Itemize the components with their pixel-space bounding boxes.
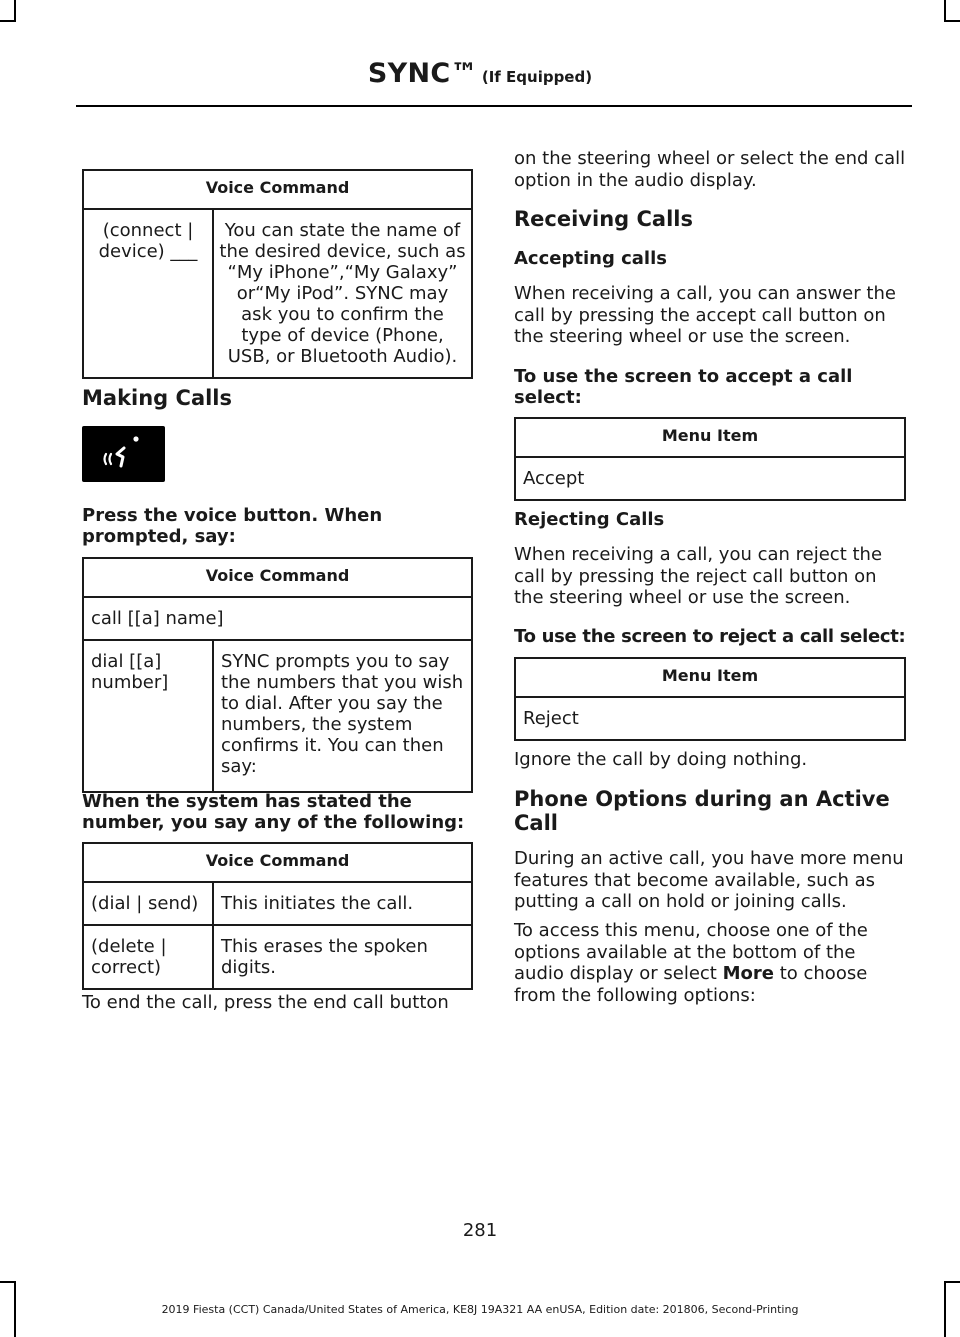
active-call-body: During an active call, you have more menu features that become available, such as putting a call on hold or joining calls. xyxy=(514,848,904,912)
table-row xyxy=(83,925,472,989)
access-menu-text-end: to choose from the following options: xyxy=(514,963,868,1006)
page-number: 281 xyxy=(462,1220,498,1241)
accepting-calls-body: When receiving a call, you can answer the call by pressing the accept call button on the steering wheel or use the screen. xyxy=(514,283,896,347)
page-header xyxy=(0,58,960,89)
command-cell: call [[a] name] xyxy=(83,597,472,640)
description-cell: This erases the spoken digits. xyxy=(213,925,472,989)
crop-mark xyxy=(0,1281,16,1283)
access-menu-text-start: To access this menu, choose one of the options available at the bottom of the audio display or select xyxy=(514,920,868,984)
header-subtitle: (If Equipped) xyxy=(481,68,593,86)
command-cell: (delete | correct) xyxy=(83,925,213,989)
table-header: Menu Item xyxy=(515,658,905,697)
voice-button-instruction: Press the voice button. When prompted, say: xyxy=(82,505,383,547)
crop-mark xyxy=(944,20,960,22)
description-cell: You can state the name of the desired device, such as “My iPhone”,“My Galaxy” or“My iPod”. SYNC may ask you to confirm the type of device (Phone, USB, or Bluetooth Audio). xyxy=(213,209,472,378)
table-row xyxy=(83,209,472,378)
table-row xyxy=(515,697,905,740)
stated-number-instruction: When the system has stated the number, you say any of the following: xyxy=(82,791,465,833)
dial-command-table xyxy=(82,842,473,990)
command-cell: dial [[a] number] xyxy=(83,640,213,792)
active-call-heading: Phone Options during an Active Call xyxy=(514,787,890,835)
rejecting-calls-heading: Rejecting Calls xyxy=(514,509,665,530)
accept-menu-table xyxy=(514,417,906,501)
table-header: Voice Command xyxy=(83,558,472,597)
table-header: Voice Command xyxy=(83,843,472,882)
more-option-label: More xyxy=(722,963,774,984)
description-cell: This initiates the call. xyxy=(213,882,472,925)
ignore-call-text: Ignore the call by doing nothing. xyxy=(514,749,808,770)
accept-screen-instruction: To use the screen to accept a call select: xyxy=(514,366,853,408)
making-calls-heading: Making Calls xyxy=(82,386,233,410)
table-row xyxy=(83,882,472,925)
reject-menu-table xyxy=(514,657,906,741)
receiving-calls-heading: Receiving Calls xyxy=(514,207,693,231)
header-rule xyxy=(76,105,912,107)
footer-edition-text: 2019 Fiesta (CCT) Canada/United States of America, KE8J 19A321 AA enUSA, Edition date: 201806, Second-Printing xyxy=(161,1303,799,1316)
table-row xyxy=(515,457,905,500)
crop-mark xyxy=(944,0,946,22)
crop-mark xyxy=(0,20,16,22)
table-header: Menu Item xyxy=(515,418,905,457)
end-call-text: To end the call, press the end call button xyxy=(82,992,449,1013)
menu-item-cell: Accept xyxy=(515,457,905,500)
reject-screen-instruction: To use the screen to reject a call select: xyxy=(514,626,906,647)
end-call-text-continued: on the steering wheel or select the end call option in the audio display. xyxy=(514,148,906,191)
accepting-calls-heading: Accepting calls xyxy=(514,248,667,269)
voice-command-icon xyxy=(82,426,165,482)
crop-mark xyxy=(944,1281,960,1283)
command-cell: (dial | send) xyxy=(83,882,213,925)
access-menu-text xyxy=(514,920,908,1006)
crop-mark xyxy=(14,0,16,22)
table-row xyxy=(83,597,472,640)
description-cell: SYNC prompts you to say the numbers that you wish to dial. After you say the numbers, the system confirms it. You can then say: xyxy=(213,640,472,792)
table-row xyxy=(83,640,472,792)
table-header: Voice Command xyxy=(83,170,472,209)
menu-item-cell: Reject xyxy=(515,697,905,740)
call-command-table xyxy=(82,557,473,793)
rejecting-calls-body: When receiving a call, you can reject the call by pressing the reject call button on the steering wheel or use the screen. xyxy=(514,544,883,608)
connect-command-table xyxy=(82,169,473,379)
header-title: SYNC™ xyxy=(367,58,478,89)
command-cell: (connect | device) ___ xyxy=(83,209,213,378)
